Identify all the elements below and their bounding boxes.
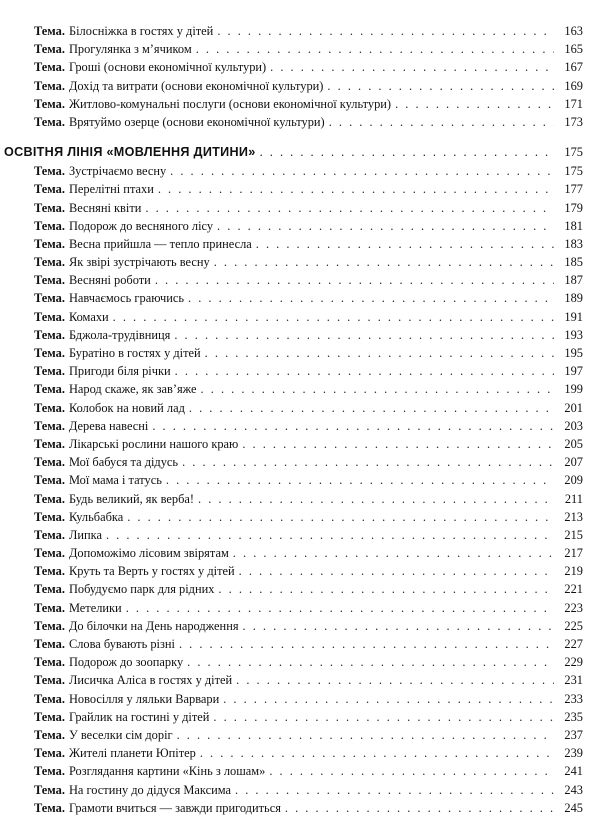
- toc-entry-title: Подорож до зоопарку: [68, 655, 184, 670]
- toc-entry[interactable]: [0, 781, 600, 799]
- toc-entry-leader: [34, 417, 554, 435]
- toc-entry[interactable]: [0, 380, 600, 398]
- toc-entry-prefix: Тема.: [34, 800, 65, 815]
- toc-entry-title: Пригоди біля річки: [68, 364, 171, 379]
- dot-leader: [243, 617, 554, 635]
- toc-entry[interactable]: [0, 113, 600, 131]
- toc-entry-leader: [34, 217, 554, 235]
- toc-entry-title: У веселки сім доріг: [68, 727, 173, 742]
- toc-entry[interactable]: [0, 77, 600, 95]
- toc-entry-page-number: 185: [564, 255, 583, 270]
- dot-leader: [126, 599, 554, 617]
- toc-entry-page-number: 219: [564, 564, 583, 579]
- toc-entry-page-number: 177: [564, 182, 583, 197]
- toc-entry-leader: [34, 180, 554, 198]
- dot-leader: [205, 344, 554, 362]
- toc-entry-page-number: 195: [564, 346, 583, 360]
- toc-entry-title: Весна прийшла — тепло принесла: [68, 236, 252, 251]
- toc-entry[interactable]: [0, 471, 600, 489]
- dot-leader: [106, 526, 554, 544]
- dot-leader: [218, 580, 554, 598]
- toc-entry-title: Зустрічаємо весну: [68, 164, 167, 179]
- toc-entry[interactable]: [0, 40, 600, 58]
- toc-entry-prefix: Тема.: [34, 727, 65, 742]
- toc-entry-prefix: Тема.: [34, 582, 65, 597]
- toc-entry-leader: [34, 599, 554, 617]
- toc-entry-prefix: Тема.: [34, 782, 65, 797]
- toc-entry-title: Навчаємось граючись: [68, 291, 184, 306]
- toc-entry-prefix: Тема.: [34, 400, 65, 415]
- toc-entry[interactable]: [0, 58, 600, 76]
- toc-entry[interactable]: [0, 799, 600, 817]
- toc-entry-leader: [34, 40, 554, 58]
- toc-entry[interactable]: [0, 162, 600, 180]
- dot-leader: [239, 562, 554, 580]
- toc-entry-leader: [34, 271, 554, 289]
- section-page-number: 175: [564, 145, 583, 160]
- toc-entry-prefix: Тема.: [34, 200, 65, 215]
- dot-leader: [235, 781, 554, 799]
- dot-leader: [166, 471, 554, 489]
- toc-entry-page-number: 227: [564, 637, 583, 651]
- dot-leader: [256, 235, 554, 253]
- toc-entry-page-number: 243: [564, 782, 583, 797]
- toc-entry-leader: [34, 77, 554, 95]
- dot-leader: [200, 744, 554, 762]
- toc-entry-leader: [34, 762, 554, 780]
- toc-entry-prefix: Тема.: [34, 491, 65, 506]
- toc-entry-leader: [34, 471, 554, 489]
- dot-leader: [214, 253, 554, 271]
- toc-entry-leader: [34, 671, 554, 689]
- toc-entry-prefix: Тема.: [34, 346, 65, 360]
- toc-entry-page-number: 201: [564, 400, 583, 415]
- toc-entry-page-number: 175: [564, 164, 583, 179]
- toc-entry-prefix: Тема.: [34, 309, 65, 324]
- toc-entry-leader: [34, 113, 554, 131]
- toc-entry-prefix: Тема.: [34, 746, 65, 761]
- toc-entry-prefix: Тема.: [34, 564, 65, 579]
- toc-entry-page-number: 199: [564, 382, 583, 397]
- toc-entry-title: Комахи: [68, 309, 109, 324]
- dot-leader: [179, 635, 554, 653]
- toc-entry[interactable]: [0, 308, 600, 326]
- toc-entry[interactable]: [0, 399, 600, 417]
- toc-entry-title: Круть та Верть у гостях у дітей: [68, 564, 235, 579]
- toc-entry-page-number: 217: [564, 546, 583, 561]
- toc-entry[interactable]: [0, 653, 600, 671]
- toc-entry[interactable]: [0, 635, 600, 653]
- dot-leader: [177, 726, 554, 744]
- toc-entry[interactable]: [0, 617, 600, 635]
- toc-entry-title: Буратіно в гостях у дітей: [68, 346, 201, 360]
- toc-entry-leader: [34, 490, 554, 508]
- toc-entry-title: Допоможімо лісовим звірятам: [68, 546, 229, 561]
- dot-leader: [327, 77, 554, 95]
- toc-entry[interactable]: [0, 253, 600, 271]
- toc-entry-page-number: 207: [564, 455, 583, 470]
- toc-entry-title: До білочки на День народження: [68, 618, 239, 633]
- toc-entry-prefix: Тема.: [34, 473, 65, 488]
- toc-entry-prefix: Тема.: [34, 291, 65, 306]
- toc-entry-title: Жителі планети Юпітер: [68, 746, 196, 761]
- toc-entry-title: Будь великий, як верба!: [68, 491, 195, 506]
- toc-entry-prefix: Тема.: [34, 236, 65, 251]
- dot-leader: [182, 453, 554, 471]
- toc-entry-leader: [34, 289, 554, 307]
- toc-entry-title: Мої мама і татусь: [68, 473, 162, 488]
- toc-entry-prefix: Тема.: [34, 618, 65, 633]
- toc-entry[interactable]: [0, 271, 600, 289]
- toc-entry-page-number: 181: [564, 218, 583, 233]
- toc-entry-title: Побудуємо парк для рідних: [68, 582, 215, 597]
- toc-entry[interactable]: [0, 180, 600, 198]
- toc-entry-page-number: 231: [564, 673, 583, 688]
- toc-entry-page-number: 235: [564, 709, 583, 724]
- toc-entry-leader: [34, 690, 554, 708]
- toc-entry-leader: [34, 344, 554, 362]
- toc-entry-title: Гроші (основи економічної культури): [68, 60, 267, 75]
- toc-entry-prefix: Тема.: [34, 60, 65, 75]
- toc-entry-prefix: Тема.: [34, 673, 65, 688]
- toc-entry[interactable]: [0, 726, 600, 744]
- toc-entry-leader: [34, 235, 554, 253]
- toc-entry[interactable]: [0, 508, 600, 526]
- toc-section-heading[interactable]: [0, 143, 600, 162]
- toc-entry-prefix: Тема.: [34, 436, 65, 451]
- toc-entry-title: Колобок на новий лад: [68, 400, 185, 415]
- toc-entry-page-number: 229: [564, 655, 583, 670]
- toc-entry-prefix: Тема.: [34, 764, 65, 779]
- toc-entry-prefix: Тема.: [34, 273, 65, 288]
- toc-entry-leader: [34, 95, 554, 113]
- toc-entry-title: Народ скаже, як зав’яже: [68, 382, 197, 397]
- toc-section-list: [0, 162, 600, 817]
- toc-entry-leader: [34, 653, 554, 671]
- table-of-contents: [0, 22, 600, 817]
- toc-entry[interactable]: [0, 671, 600, 689]
- toc-entry-prefix: Тема.: [34, 600, 65, 615]
- toc-entry[interactable]: [0, 490, 600, 508]
- toc-entry-prefix: Тема.: [34, 164, 65, 179]
- dot-leader: [269, 762, 554, 780]
- section-leader: [4, 143, 554, 162]
- toc-entry[interactable]: [0, 199, 600, 217]
- dot-leader: [329, 113, 554, 131]
- toc-entry-title: Бджола-трудівниця: [68, 327, 171, 342]
- toc-entry[interactable]: [0, 326, 600, 344]
- toc-entry[interactable]: [0, 599, 600, 617]
- dot-leader: [270, 58, 554, 76]
- toc-entry-prefix: Тема.: [34, 42, 65, 57]
- toc-entry-leader: [34, 562, 554, 580]
- dot-leader: [213, 708, 554, 726]
- toc-entry-page-number: 245: [564, 800, 583, 815]
- dot-leader: [223, 690, 554, 708]
- dot-leader: [188, 289, 554, 307]
- toc-entry-page-number: 209: [564, 473, 583, 488]
- toc-entry[interactable]: [0, 95, 600, 113]
- toc-entry-title: Слова бувають різні: [68, 637, 175, 651]
- toc-entry-page-number: 167: [564, 60, 583, 75]
- toc-entry-title: Метелики: [68, 600, 122, 615]
- dot-leader: [174, 326, 554, 344]
- toc-entry-page-number: 221: [564, 582, 583, 597]
- toc-entry-page-number: 211: [564, 491, 583, 506]
- toc-entry-prefix: Тема.: [34, 691, 65, 706]
- toc-entry-title: Врятуймо озерце (основи економічної культури): [68, 114, 325, 129]
- toc-entry-leader: [34, 308, 554, 326]
- toc-entry-leader: [34, 435, 554, 453]
- toc-entry-page-number: 189: [564, 291, 583, 306]
- toc-entry-prefix: Тема.: [34, 218, 65, 233]
- dot-leader: [285, 799, 554, 817]
- toc-entry-prefix: Тема.: [34, 655, 65, 670]
- toc-entry[interactable]: [0, 417, 600, 435]
- section-title: ОСВІТНЯ ЛІНІЯ «МОВЛЕННЯ ДИТИНИ»: [4, 145, 256, 160]
- toc-entry-title: Дохід та витрати (основи економічної культури): [68, 78, 324, 93]
- toc-entry[interactable]: [0, 217, 600, 235]
- toc-entry-prefix: Тема.: [34, 637, 65, 651]
- toc-entry-title: Новосілля у ляльки Варвари: [68, 691, 220, 706]
- toc-entry-prefix: Тема.: [34, 546, 65, 561]
- toc-entry-page-number: 203: [564, 418, 583, 433]
- toc-entry-prefix: Тема.: [34, 382, 65, 397]
- toc-entry[interactable]: [0, 435, 600, 453]
- toc-entry-prefix: Тема.: [34, 182, 65, 197]
- toc-entry-title: Житлово-комунальні послуги (основи економічної культури): [68, 96, 392, 111]
- toc-entry-leader: [34, 580, 554, 598]
- toc-entry-leader: [34, 162, 554, 180]
- toc-entry-title: Білосніжка в гостях у дітей: [68, 24, 214, 38]
- toc-entry-leader: [34, 508, 554, 526]
- toc-entry-prefix: Тема.: [34, 78, 65, 93]
- toc-entry-leader: [34, 453, 554, 471]
- toc-entry-page-number: 237: [564, 727, 583, 742]
- toc-entry-title: Подорож до весняного лісу: [68, 218, 214, 233]
- toc-entry-prefix: Тема.: [34, 455, 65, 470]
- dot-leader: [196, 40, 554, 58]
- dot-leader: [175, 362, 554, 380]
- dot-leader: [189, 399, 554, 417]
- toc-entry[interactable]: [0, 235, 600, 253]
- dot-leader: [260, 143, 554, 162]
- toc-entry-page-number: 223: [564, 600, 583, 615]
- toc-entry-leader: [34, 22, 554, 40]
- toc-entry-title: Грайлик на гостині у дітей: [68, 709, 210, 724]
- toc-entry-page-number: 191: [564, 309, 583, 324]
- toc-entry-page-number: 171: [564, 96, 583, 111]
- toc-entry-page-number: 225: [564, 618, 583, 633]
- toc-entry-title: На гостину до дідуся Максима: [68, 782, 231, 797]
- dot-leader: [395, 95, 554, 113]
- toc-entry-title: Кульбабка: [68, 509, 124, 524]
- dot-leader: [198, 490, 554, 508]
- toc-entry-leader: [34, 744, 554, 762]
- dot-leader: [158, 180, 554, 198]
- toc-entry-leader: [34, 781, 554, 799]
- toc-entry-title: Лікарські рослини нашого краю: [68, 436, 239, 451]
- toc-entry[interactable]: [0, 744, 600, 762]
- toc-entry-page-number: 183: [564, 236, 583, 251]
- toc-entry-title: Дерева навесні: [68, 418, 149, 433]
- toc-entry-prefix: Тема.: [34, 509, 65, 524]
- toc-entry-page-number: 165: [564, 42, 583, 57]
- toc-entry-leader: [34, 544, 554, 562]
- toc-entry-leader: [34, 799, 554, 817]
- toc-entry[interactable]: [0, 344, 600, 362]
- toc-entry-prefix: Тема.: [34, 527, 65, 542]
- toc-entry-title: Як звірі зустрічають весну: [68, 255, 210, 270]
- toc-entry-prefix: Тема.: [34, 114, 65, 129]
- toc-entry-leader: [34, 253, 554, 271]
- toc-entry-prefix: Тема.: [34, 709, 65, 724]
- toc-entry-page-number: 239: [564, 746, 583, 761]
- dot-leader: [152, 417, 554, 435]
- toc-entry-title: Мої бабуся та дідусь: [68, 455, 179, 470]
- dot-leader: [187, 653, 554, 671]
- toc-entry-leader: [34, 380, 554, 398]
- toc-entry-leader: [34, 726, 554, 744]
- toc-entry-leader: [34, 526, 554, 544]
- toc-entry-page-number: 213: [564, 509, 583, 524]
- toc-entry[interactable]: [0, 22, 600, 40]
- toc-entry-leader: [34, 708, 554, 726]
- toc-entry-page-number: 169: [564, 78, 583, 93]
- toc-top-list: [0, 22, 600, 131]
- toc-entry-prefix: Тема.: [34, 24, 65, 38]
- toc-entry-title: Розглядання картини «Кінь з лошам»: [68, 764, 266, 779]
- dot-leader: [127, 508, 554, 526]
- toc-entry-title: Прогулянка з м’ячиком: [68, 42, 192, 57]
- toc-entry[interactable]: [0, 289, 600, 307]
- toc-entry-page-number: 163: [564, 24, 583, 38]
- toc-entry-leader: [34, 635, 554, 653]
- dot-leader: [236, 671, 554, 689]
- toc-entry-page-number: 187: [564, 273, 583, 288]
- toc-entry-leader: [34, 58, 554, 76]
- dot-leader: [242, 435, 554, 453]
- dot-leader: [113, 308, 554, 326]
- toc-entry[interactable]: [0, 580, 600, 598]
- toc-entry[interactable]: [0, 453, 600, 471]
- dot-leader: [170, 162, 554, 180]
- toc-entry-title: Весняні квіти: [68, 200, 142, 215]
- toc-entry-leader: [34, 399, 554, 417]
- toc-entry-page-number: 233: [564, 691, 583, 706]
- toc-entry-page-number: 193: [564, 327, 583, 342]
- dot-leader: [155, 271, 554, 289]
- toc-entry-page-number: 179: [564, 200, 583, 215]
- toc-entry[interactable]: [0, 562, 600, 580]
- toc-entry-prefix: Тема.: [34, 418, 65, 433]
- toc-entry-title: Грамоти вчиться — завжди пригодиться: [68, 800, 281, 815]
- toc-entry-page-number: 173: [564, 114, 583, 129]
- toc-entry-leader: [34, 617, 554, 635]
- toc-entry-prefix: Тема.: [34, 364, 65, 379]
- toc-entry[interactable]: [0, 708, 600, 726]
- toc-entry[interactable]: [0, 526, 600, 544]
- toc-entry-page-number: 215: [564, 527, 583, 542]
- toc-entry-page-number: 205: [564, 436, 583, 451]
- toc-entry-leader: [34, 199, 554, 217]
- toc-entry-title: Лисичка Аліса в гостях у дітей: [68, 673, 233, 688]
- dot-leader: [217, 217, 554, 235]
- dot-leader: [145, 199, 554, 217]
- toc-entry[interactable]: [0, 762, 600, 780]
- toc-entry-title: Весняні роботи: [68, 273, 151, 288]
- toc-entry-title: Перелітні птахи: [68, 182, 154, 197]
- toc-entry[interactable]: [0, 362, 600, 380]
- dot-leader: [233, 544, 554, 562]
- toc-entry-title: Липка: [68, 527, 102, 542]
- dot-leader: [201, 380, 554, 398]
- toc-entry[interactable]: [0, 544, 600, 562]
- toc-entry-prefix: Тема.: [34, 255, 65, 270]
- section-gap: [0, 131, 600, 143]
- toc-entry[interactable]: [0, 690, 600, 708]
- toc-entry-page-number: 197: [564, 364, 583, 379]
- toc-entry-prefix: Тема.: [34, 96, 65, 111]
- toc-entry-prefix: Тема.: [34, 327, 65, 342]
- toc-entry-page-number: 241: [564, 764, 583, 779]
- toc-entry-leader: [34, 362, 554, 380]
- toc-entry-leader: [34, 326, 554, 344]
- dot-leader: [217, 22, 554, 40]
